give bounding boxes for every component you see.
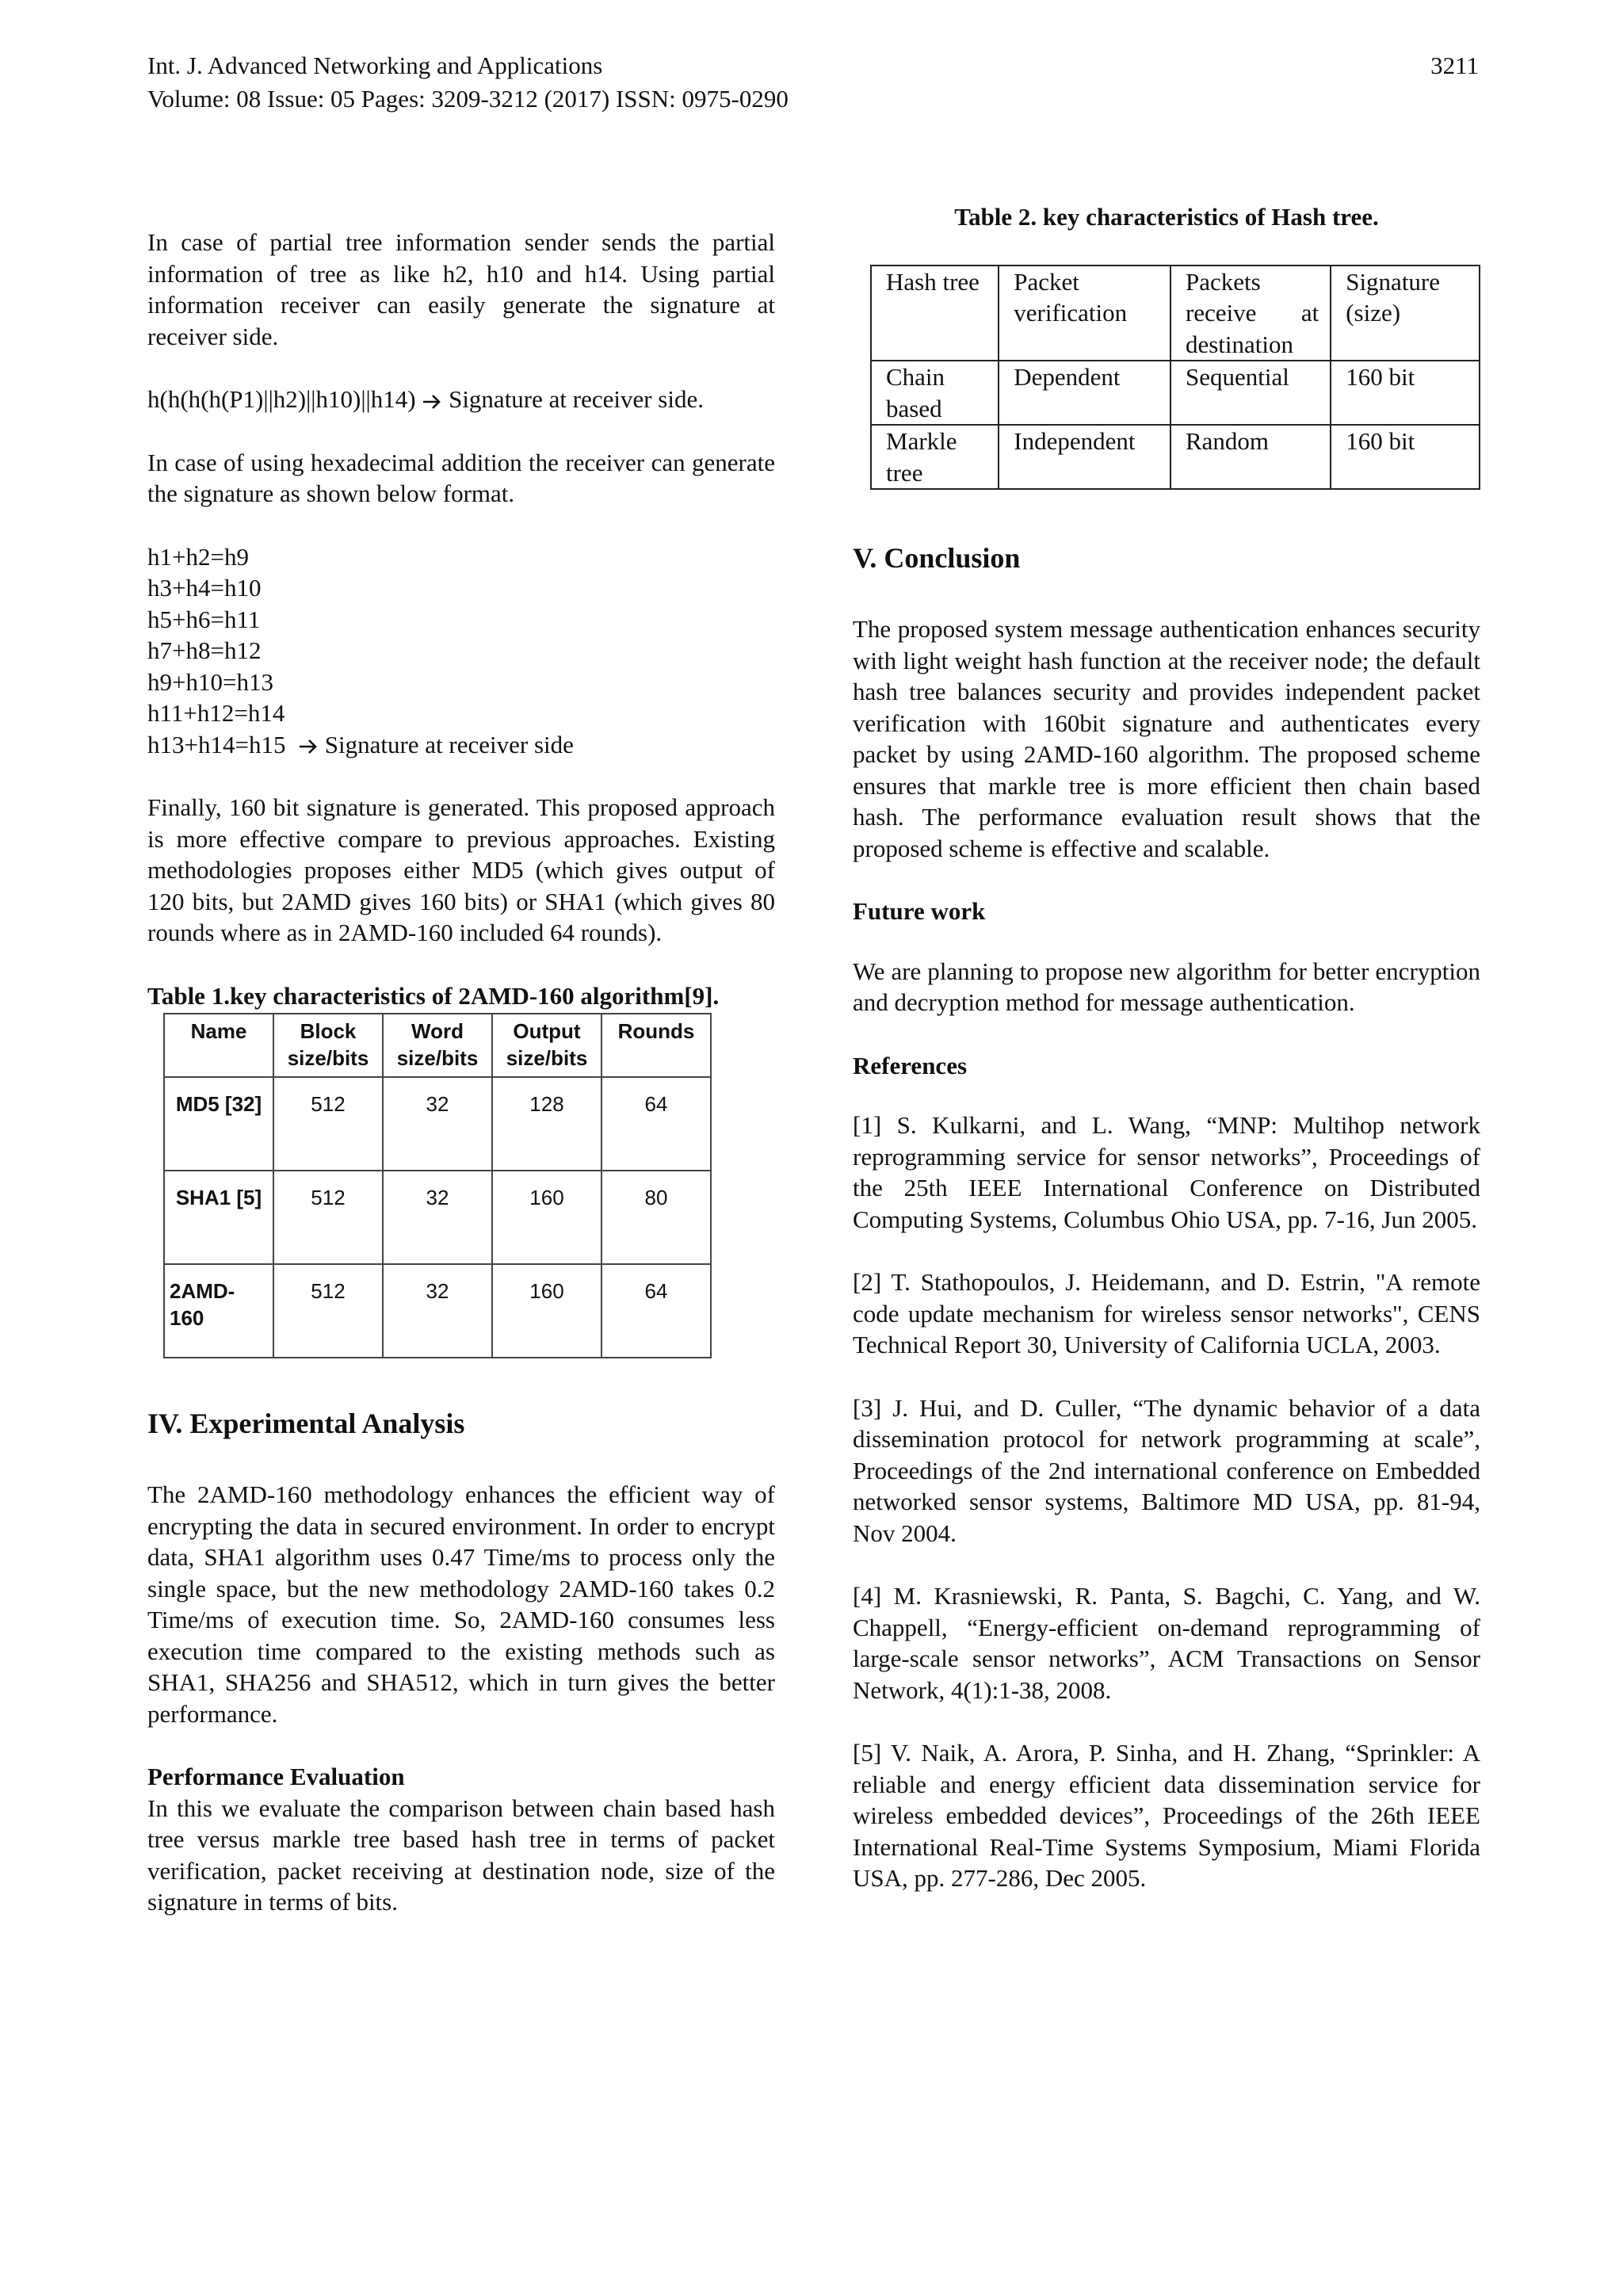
reference-item: [1] S. Kulkarni, and L. Wang, “MNP: Multihop network reprogramming service for sensor networks”, Proceedings of the 25th IEEE International Conference on Distributed Computing Systems, Columbus Ohio USA, pp. 7-16, Jun 2005.	[853, 1111, 1480, 1233]
table-cell: 160	[492, 1171, 601, 1264]
performance-evaluation-title: Performance Evaluation	[147, 1763, 405, 1790]
table-row	[164, 1171, 711, 1264]
table-header: Name	[164, 1014, 273, 1077]
partial-tree-paragraph: In case of partial tree information sender sends the partial information of tree as like h2, h10 and h14. Using partial information receiver can easily generate the signature at receiver side.	[147, 228, 775, 350]
hex-line: h11+h12=h14	[147, 699, 285, 727]
hex-line: h9+h10=h13	[147, 667, 273, 696]
table-cell: 128	[492, 1077, 601, 1171]
table-header: Packets receive at destination	[1170, 266, 1331, 361]
reference-item: [3] J. Hui, and D. Culler, “The dynamic behavior of a data dissemination protocol for network programming at scale”, Proceedings of the 2nd international conference on Embedded networked sensor systems, Baltimore MD USA, pp. 81-94, Nov 2004.	[853, 1393, 1480, 1547]
table-row	[871, 425, 1480, 489]
table-row	[164, 1264, 711, 1358]
hex-addition-paragraph: In case of using hexadecimal addition the receiver can generate the signature as shown below format.	[147, 448, 775, 507]
signature-paragraph: Finally, 160 bit signature is generated. This proposed approach is more effective compare to previous approaches. Existing methodologies proposes either MD5 (which gives output of 120 bits, but 2AMD gives 160 bits) or SHA1 (which gives 80 rounds where as in 2AMD-160 included 64 rounds).	[147, 793, 775, 946]
table-cell: Random	[1170, 425, 1331, 489]
table-cell: Sequential	[1170, 361, 1331, 425]
table-cell: 160	[492, 1264, 601, 1358]
table-cell: 64	[601, 1077, 711, 1171]
table-cell: 64	[601, 1264, 711, 1358]
table-cell: Markle tree	[871, 425, 999, 489]
table-cell: 80	[601, 1171, 711, 1264]
journal-name: Int. J. Advanced Networking and Applications	[147, 52, 603, 79]
table-row	[164, 1077, 711, 1171]
table-header: Rounds	[601, 1014, 711, 1077]
hex-list	[147, 541, 775, 761]
table-header: Hash tree	[871, 266, 999, 361]
conclusion-paragraph: The proposed system message authentication enhances security with light weight hash function at the receiver node; the default hash tree balances security and provides independent packet verification with 160bit signature and authenticates every packet by using 2AMD-160 algorithm. The proposed scheme ensures that markle tree is more efficient then chain based hash. The performance evaluation result shows that the proposed scheme is effective and scalable.	[853, 615, 1480, 862]
table-cell: 512	[273, 1077, 383, 1171]
right-arrow-icon	[422, 385, 442, 413]
volume-info: Volume: 08 Issue: 05 Pages: 3209-3212 (2017) ISSN: 0975-0290	[147, 85, 789, 113]
section-5-title: V. Conclusion	[853, 542, 1021, 574]
table-cell: 32	[383, 1077, 492, 1171]
hex-line-last	[147, 729, 775, 761]
reference-item: [4] M. Krasniewski, R. Panta, S. Bagchi, C. Yang, and W. Chappell, “Energy-efficient on-demand reprogramming of large-scale sensor networks”, ACM Transactions on Sensor Network, 4(1):1-38, 2008.	[853, 1582, 1480, 1704]
table-header: Packet verification	[999, 266, 1170, 361]
table-header-row	[164, 1014, 711, 1077]
formula-text: h(h(h(h(P1)||h2)||h10)||h14)	[147, 385, 416, 413]
table-header: Signature (size)	[1331, 266, 1480, 361]
experimental-paragraph: The 2AMD-160 methodology enhances the efficient way of encrypting the data in secured environment. In order to encrypt data, SHA1 algorithm uses 0.47 Time/ms to process only the single space, but the new methodology 2AMD-160 takes 0.2 Time/ms of execution time. So, 2AMD-160 consumes less execution time compared to the existing methods such as SHA1, SHA256 and SHA512, which in turn gives the better performance.	[147, 1480, 775, 1728]
table-cell: Chain based	[871, 361, 999, 425]
page-header	[147, 49, 1479, 116]
hex-line: h1+h2=h9	[147, 542, 249, 571]
table-header: Block size/bits	[273, 1014, 383, 1077]
table-cell: 160 bit	[1331, 425, 1480, 489]
table-cell: Independent	[999, 425, 1170, 489]
reference-item: [2] T. Stathopoulos, J. Heidemann, and D. Estrin, "A remote code update mechanism for wireless sensor networks", CENS Technical Report 30, University of California UCLA, 2003.	[853, 1268, 1480, 1358]
hex-last-result: Signature at receiver side	[324, 730, 574, 758]
table-cell: 32	[383, 1171, 492, 1264]
table2	[870, 265, 1480, 491]
formula-result: Signature at receiver side.	[449, 385, 704, 413]
table-cell: MD5 [32]	[164, 1077, 273, 1171]
left-column	[147, 227, 775, 1950]
table-cell: 512	[273, 1264, 383, 1358]
page-number: 3211	[1430, 52, 1479, 79]
reference-item: [5] V. Naik, A. Arora, P. Sinha, and H. Zhang, “Sprinkler: A reliable and energy efficient data dissemination service for wireless embedded devices”, Proceedings of the 26th IEEE International Real-Time Systems Symposium, Miami Florida USA, pp. 277-286, Dec 2005.	[853, 1739, 1480, 1892]
right-arrow-icon	[298, 731, 319, 758]
table2-caption: Table 2. key characteristics of Hash tree.	[954, 203, 1379, 231]
table-cell: 160 bit	[1331, 361, 1480, 425]
table1-caption: Table 1.key characteristics of 2AMD-160 algorithm[9].	[147, 981, 720, 1010]
table1	[163, 1013, 712, 1358]
table-header: Output size/bits	[492, 1014, 601, 1077]
hex-line: h7+h8=h12	[147, 636, 262, 664]
table-cell: 32	[383, 1264, 492, 1358]
right-column	[853, 201, 1480, 1926]
future-work-title: Future work	[853, 897, 986, 925]
table-cell: SHA1 [5]	[164, 1171, 273, 1264]
hash-formula	[147, 384, 775, 415]
table-header-row	[871, 266, 1480, 361]
performance-paragraph: In this we evaluate the comparison between chain based hash tree versus markle tree based hash tree in terms of packet verification, packet receiving at destination node, size of the signature in terms of bits.	[147, 1794, 775, 1916]
table-cell: Dependent	[999, 361, 1170, 425]
hex-line: h3+h4=h10	[147, 574, 262, 602]
references-title: References	[853, 1051, 968, 1079]
hex-line: h5+h6=h11	[147, 605, 261, 633]
section-4-title: IV. Experimental Analysis	[147, 1408, 465, 1439]
hex-last-text: h13+h14=h15	[147, 730, 286, 758]
table-cell: 512	[273, 1171, 383, 1264]
table-cell: 2AMD-160	[164, 1264, 273, 1358]
future-work-paragraph: We are planning to propose new algorithm for better encryption and decryption method for message authentication.	[853, 957, 1480, 1016]
table-header: Word size/bits	[383, 1014, 492, 1077]
table-row	[871, 361, 1480, 425]
